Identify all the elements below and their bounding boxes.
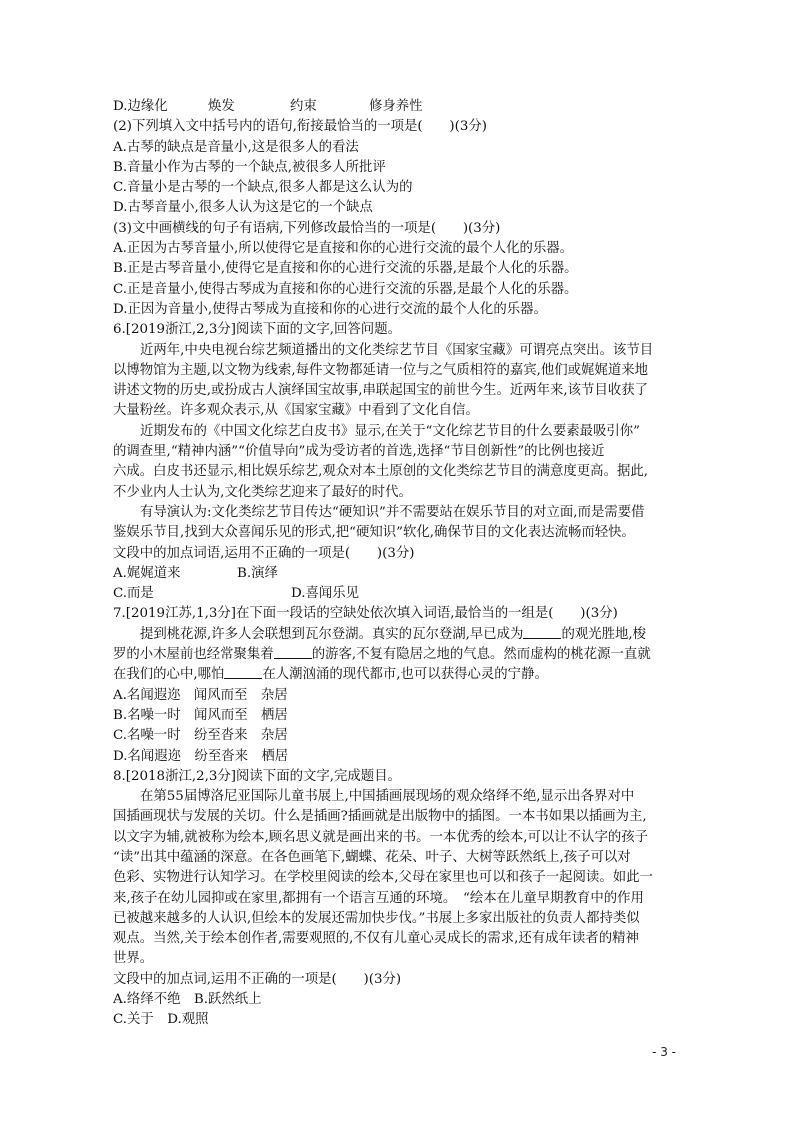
document-page <box>113 97 688 1031</box>
q6-para-line: 六成。白皮书还显示,相比娱乐综艺,观众对本土原创的文化类综艺节目的满意度更高。据此, <box>113 464 649 480</box>
q6-para-line: 不少业内人士认为,文化类综艺迎来了最好的时代。 <box>113 484 412 500</box>
q8-para-line: 国插画现状与发展的关切。什么是插画?插画就是出版物中的插图。一本书如果以插画为主, <box>113 809 647 825</box>
q5-3-opt-d: D.正因为音量小,使得古琴成为直接和你的心进行交流的最个人化的乐器。 <box>113 301 547 317</box>
q7-opt-c: C.名噪一时 纷至沓来 杂居 <box>113 728 288 744</box>
q6-option-d: D.喜闻乐见 <box>291 586 360 602</box>
q8-para-line: 来,孩子在幼儿园抑或在家里,都拥有一个语言互通的环境。 “绘本在儿童早期教育中的作用 <box>113 890 644 906</box>
q5-3-opt-b: B.正是古琴音量小,使得它是直接和你的心进行交流的乐器,是最个人化的乐器。 <box>113 261 578 277</box>
q6-para-line: 讲述文物的历史,或扮成古人演绎国宝故事,串联起国宝的前世今生。近两年来,该节目收获了 <box>113 383 649 399</box>
q6-options-row1 <box>113 564 688 584</box>
q5-2-head: (2)下列填入文中括号内的语句,衔接最恰当的一项是( )(3分) <box>113 119 488 135</box>
q8-para-line: “读”出其中蕴涵的深意。在各色画笔下,蝴蝶、花朵、叶子、大树等跃然纸上,孩子可以对 <box>113 849 631 865</box>
q5-3-head: (3)文中画横线的句子有语病,下列修改最恰当的一项是( )(3分) <box>113 220 501 236</box>
q7-opt-b: B.名噪一时 闻风而至 栖居 <box>113 707 288 723</box>
blank-2 <box>274 646 312 659</box>
q6-option-c: C.而是 <box>113 586 154 602</box>
option-d-word4: 修身养性 <box>369 99 423 114</box>
q7-text: 罗的小木屋前也经常聚集着 <box>113 647 274 663</box>
q7-text: 的观光胜地,梭 <box>561 626 647 642</box>
option-d-word3: 约束 <box>290 99 317 114</box>
q6-para-line: 近两年,中央电视台综艺频道播出的文化类综艺节目《国家宝藏》可谓亮点突出。该节目 <box>140 342 654 358</box>
q7-text: 在我们的心中,哪怕 <box>113 667 225 683</box>
q7-text: 在人潮汹涌的现代都市,也可以获得心灵的宁静。 <box>262 667 548 683</box>
page-number: - 3 - <box>652 1045 676 1059</box>
q6-para-line: 以博物馆为主题,以文物为线索,每件文物都延请一位与之气质相符的嘉宾,他们或娓娓道来地 <box>113 362 649 378</box>
q5-3-opt-c: C.正是音量小,使得古琴成为直接和你的心进行交流的乐器,是最个人化的乐器。 <box>113 281 578 297</box>
q7-para-line <box>113 665 688 685</box>
q8-options-row2: C.关于 D.观照 <box>113 1012 209 1028</box>
option-d-word2: 焕发 <box>208 99 235 114</box>
q7-opt-a: A.名闻遐迩 闻风而至 杂居 <box>113 687 288 703</box>
q7-text: 提到桃花源,许多人会联想到瓦尔登湖。真实的瓦尔登湖,早已成为 <box>140 626 524 642</box>
blank-3 <box>224 666 262 679</box>
q8-para-line: 已被越来越多的人认识,但绘本的发展还需加快步伐。”书展上多家出版社的负责人都持类似 <box>113 910 640 926</box>
q6-option-a: A.娓娓道来 <box>113 565 181 581</box>
blank-1 <box>523 626 561 639</box>
q5-2-opt-a: A.古琴的缺点是音量小,这是很多人的看法 <box>113 139 359 155</box>
q6-para-line: 鉴娱乐节目,找到大众喜闻乐见的形式,把“硬知识”软化,确保节目的文化表达流畅而轻快。 <box>113 525 635 541</box>
q8-para-line: 以文字为辅,就被称为绘本,顾名思义就是画出来的书。一本优秀的绘本,可以让不认字的孩子 <box>113 829 649 845</box>
q6-head: 6.[2019浙江,2,3分]阅读下面的文字,回答问题。 <box>113 322 401 338</box>
q8-para-line: 在第55届博洛尼亚国际儿童书展上,中国插画展现场的观众络绎不绝,显示出各界对中 <box>140 789 635 805</box>
q6-para-line: 近期发布的《中国文化综艺白皮书》显示,在关于“文化综艺节目的什么要素最吸引你” <box>140 423 641 439</box>
q8-para-line: 色彩、实物进行认知学习。在学校里阅读的绘本,父母在家里也可以和孩子一起阅读。如此一 <box>113 870 653 886</box>
q6-para-line: 的调查里,“精神内涵”“价值导向”成为受访者的首选,选择“节目创新性”的比例也接近 <box>113 444 605 460</box>
q6-para-line: 大量粉丝。许多观众表示,从《国家宝藏》中看到了文化自信。 <box>113 403 479 419</box>
q8-para-line: 观点。当然,关于绘本创作者,需要观照的,不仅有儿童心灵成长的需求,还有成年读者的精神 <box>113 931 639 947</box>
option-d-word1: D.边缘化 <box>113 99 168 114</box>
q7-opt-d: D.名闻遐迩 纷至沓来 栖居 <box>113 748 289 764</box>
q8-options-row1: A.络绎不绝 B.跃然纸上 <box>113 992 262 1008</box>
q5-option-row-d <box>113 97 688 117</box>
q7-text: 的游客,不复有隐居之地的气息。然而虚构的桃花源一直就 <box>311 647 651 663</box>
q6-options-row2 <box>113 584 688 604</box>
q5-2-opt-d: D.古琴音量小,很多人认为这是它的一个缺点 <box>113 200 373 216</box>
q8-head: 8.[2018浙江,2,3分]阅读下面的文字,完成题目。 <box>113 768 401 784</box>
q6-option-b: B.演绎 <box>237 565 278 581</box>
q7-head: 7.[2019江苏,1,3分]在下面一段话的空缺处依次填入词语,最恰当的一组是( )(3分) <box>113 606 618 622</box>
q8-question: 文段中的加点词,运用不正确的一项是( )(3分) <box>113 971 402 987</box>
q7-para-line <box>113 625 688 645</box>
q6-question: 文段中的加点词语,运用不正确的一项是( )(3分) <box>113 545 415 561</box>
q5-2-opt-b: B.音量小作为古琴的一个缺点,被很多人所批评 <box>113 159 386 175</box>
q7-para-line <box>113 645 688 665</box>
q6-para-line: 有导演认为:文化类综艺节目传达“硬知识”并不需要站在娱乐节目的对立面,而是需要借 <box>140 504 645 520</box>
q5-2-opt-c: C.音量小是古琴的一个缺点,很多人都是这么认为的 <box>113 180 413 196</box>
q8-para-line: 世界。 <box>113 951 154 967</box>
q5-3-opt-a: A.正因为古琴音量小,所以使得它是直接和你的心进行交流的最个人化的乐器。 <box>113 241 574 257</box>
